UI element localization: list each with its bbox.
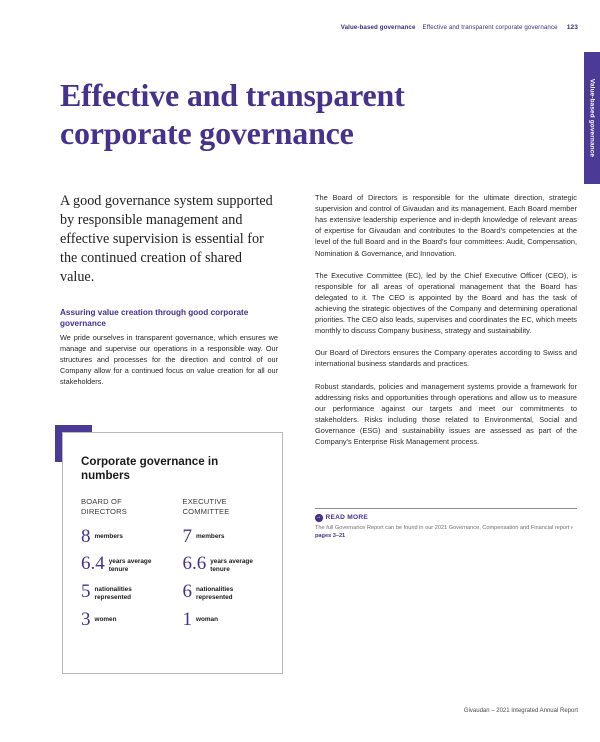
read-more-text-body: The full Governance Report can be found in our 2021 Governance, Compensation and Financial report — [315, 524, 571, 531]
stat-label: woman — [196, 616, 219, 624]
page-number: 123 — [566, 24, 578, 31]
numbers-column-heading: BOARD OF DIRECTORS — [81, 497, 127, 517]
section-side-tab — [584, 52, 600, 184]
stat-value: 7 — [182, 526, 192, 547]
arrow-right-circle-icon: → — [316, 514, 322, 520]
stat-row — [183, 555, 267, 574]
right-paragraph-2: The Executive Committee (EC), led by the Chief Executive Officer (CEO), is responsible for all areas of operational management that the Board has delegated to it. The CEO is appointed by the Board and has the task of achieving the strategic objectives of the Company and determining operational priorities. The CEO also leads, supervises and coordinates the EC, which meets monthly to discuss Company business, strategy and sustainability. — [315, 270, 577, 336]
right-paragraph-4: Robust standards, policies and management systems provide a framework for addressing risks and opportunities through operations and allow us to measure our performance against our targets and meet our commitments to stakeholders. Risks including those related to Environmental, Social and Governance (ESG) and sustainability issues are assessed as part of the Company's Enterprise Risk Management process. — [315, 381, 577, 447]
numbers-column-board — [81, 497, 165, 638]
stat-row — [183, 583, 267, 602]
page-title: Effective and transparent corporate governance — [60, 77, 405, 152]
stat-value: 5 — [81, 581, 91, 603]
stat-row — [183, 528, 267, 546]
stat-value: 6.6 — [182, 553, 207, 575]
stat-row — [81, 555, 165, 574]
read-more-label: READ MORE — [325, 514, 369, 522]
stat-value: 6 — [182, 581, 192, 603]
stat-value: 1 — [182, 609, 192, 631]
stat-label: members — [94, 533, 123, 540]
numbers-column-executive — [183, 497, 267, 638]
read-more-text — [315, 524, 577, 541]
stat-value: 3 — [81, 609, 91, 631]
corner-accent — [55, 425, 92, 462]
left-body-paragraph: We pride ourselves in transparent governance, which ensures we manage and supervise our operations in a responsible way. Our structures and processes for the direction and control of our Company allow for a continued focus on value creation for all our stakeholders. — [60, 333, 278, 386]
stat-label: years average tenure — [108, 558, 152, 574]
stat-row — [81, 583, 165, 602]
stat-label: members — [196, 533, 225, 540]
stat-row — [183, 611, 267, 629]
lead-paragraph: A good governance system supported by responsible management and effective supervision is essential for the continued creation of shared value. — [60, 193, 273, 285]
numbers-box-title: Corporate governance in numbers — [81, 455, 219, 483]
stat-row — [81, 611, 165, 629]
right-paragraph-1: The Board of Directors is responsible for the ultimate direction, strategic supervision and control of Givaudan and its management. Each Board member has extensive leadership experience and in-depth knowledge of relevant areas of expertise for Givaudan and contributes to the Board's competencies at the level of the full Board and in the Board's four committees: Audit, Compensation, Nomination & Governance, and Innovation. — [315, 193, 577, 258]
left-column — [60, 192, 278, 388]
numbers-column-heading: EXECUTIVE COMMITTEE — [182, 497, 230, 517]
stat-value: 8 — [81, 526, 91, 547]
stat-value: 6.4 — [81, 553, 105, 575]
read-more-page-link[interactable]: › pages 3–21 — [315, 524, 573, 539]
section-side-tab-label: Value-based governance — [588, 78, 596, 158]
right-column — [315, 192, 577, 458]
right-paragraph-3: Our Board of Directors ensures the Company operates according to Swiss and international business standards and practices. — [315, 348, 577, 369]
running-head-section: Value-based governance — [340, 24, 416, 31]
running-head-title: Effective and transparent corporate governance — [422, 24, 558, 31]
page-footer: Givaudan – 2021 Integrated Annual Report — [463, 708, 578, 714]
stat-label: nationalities represented — [94, 586, 132, 602]
stat-label: women — [94, 616, 117, 624]
stat-label: nationalities represented — [196, 586, 234, 602]
read-more-header[interactable] — [315, 514, 577, 522]
running-head — [0, 24, 578, 31]
stat-row — [81, 528, 165, 546]
left-subheading: Assuring value creation through good corporate governance — [60, 308, 249, 329]
divider — [315, 508, 577, 509]
read-more-callout — [315, 508, 577, 540]
corporate-governance-numbers-box — [62, 432, 283, 674]
stat-label: years average tenure — [210, 558, 253, 574]
